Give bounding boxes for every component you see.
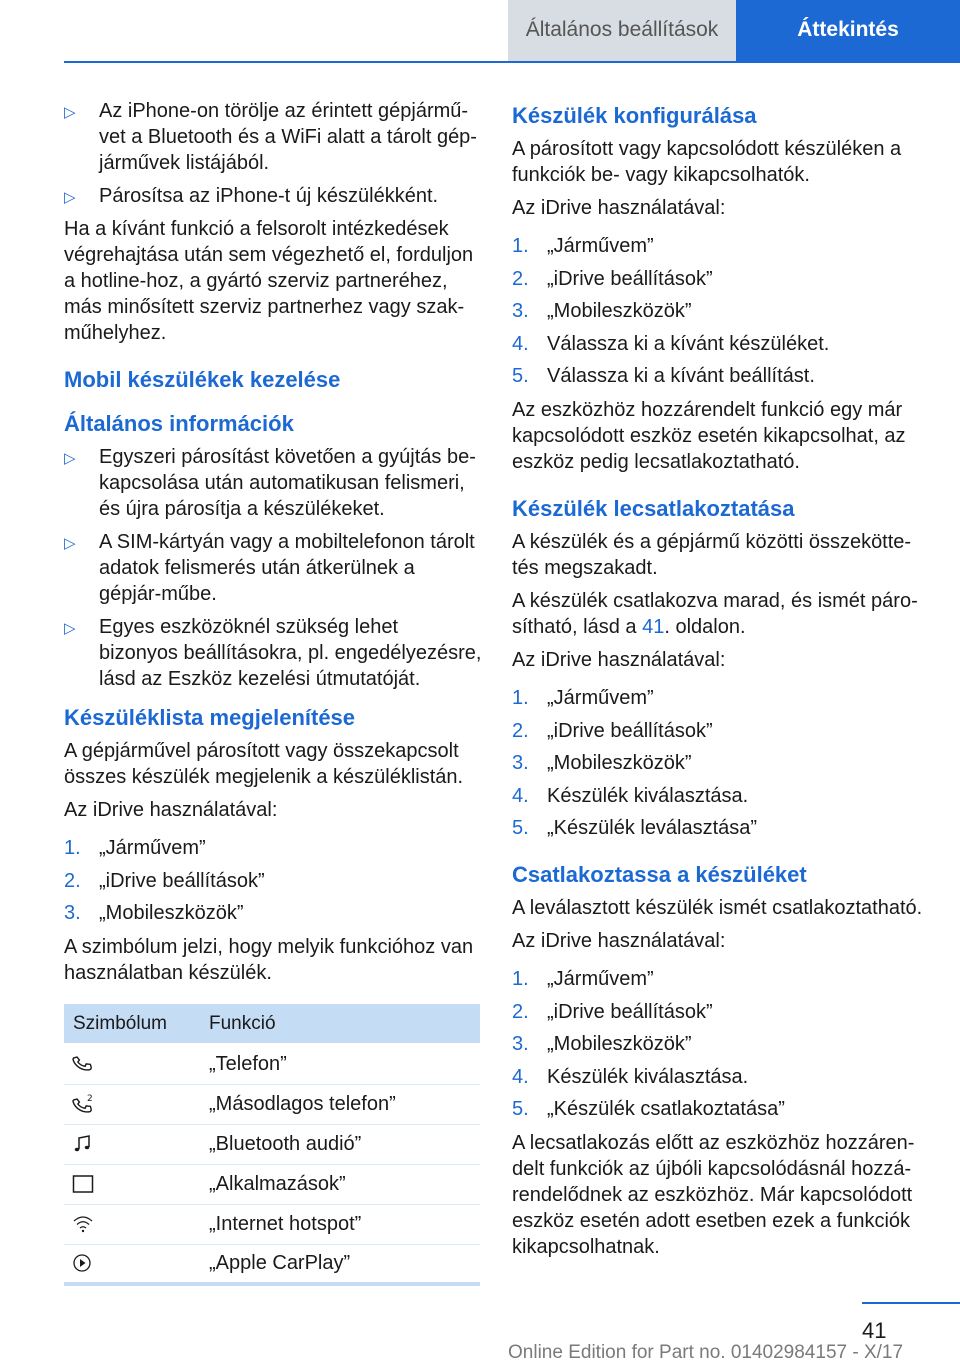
paragraph-final: A lecsatlakozás előtt az eszközhöz hozzáren-delt funkciók az újbóli kapcsolódásnál hozzá-rendelődnek az eszközhöz. Már kapcsolódott eszköz esetén adott esetben ezek a funkciók kikapcsolhatnak.: [512, 1132, 915, 1258]
page-reference-link[interactable]: 41: [642, 616, 665, 638]
list-item: 3. „Mobileszközök”: [512, 300, 692, 322]
steps-connect: [512, 966, 932, 1122]
list-item: ▷ Egyes eszközöknél szükség lehet bizonyos beállításokra, pl. engedélyezésre, lásd az Eszköz kezelési útmutatóját.: [64, 616, 482, 690]
function-label: „Telefon”: [209, 1044, 480, 1084]
paragraph-disconnect-2: A készülék csatlakozva marad, és ismét páro-sítható, lásd a 41. oldalon.: [512, 590, 918, 638]
list-item: 5. „Készülék leválasztása”: [512, 817, 758, 839]
list-item: 5. „Készülék csatlakoztatása”: [512, 1098, 785, 1120]
heading-mobile-devices: Mobil készülékek kezelése: [64, 367, 341, 392]
idrive-label: Az iDrive használatával:: [512, 930, 726, 952]
heading-disconnect-device: Készülék lecsatlakoztatása: [512, 496, 795, 521]
list-item: ▷ Egyszeri párosítást követően a gyújtás be-kapcsolása után automatikusan felismeri, és újra párosítja a készülékeket.: [64, 446, 476, 520]
footer-edition: Online Edition for Part no. 01402984157 - X/17: [508, 1342, 904, 1362]
list-item: 4. Válassza ki a kívánt készüléket.: [512, 332, 830, 355]
symbol-table: [64, 1004, 480, 1286]
bullet-list-top: [64, 98, 482, 209]
list-item: 2. „iDrive beállítások”: [64, 869, 265, 892]
page-number: 41: [862, 1318, 887, 1343]
steps-device-list: [64, 835, 482, 926]
paragraph-device-list: A gépjárművel párosított vagy összekapcsolt összes készülék megjelenik a készüléklistán.: [64, 740, 464, 788]
table-row: [64, 1124, 480, 1164]
idrive-label: Az iDrive használatával:: [64, 799, 278, 821]
idrive-label: Az iDrive használatával:: [512, 197, 726, 219]
paragraph-disconnect-1: A készülék és a gépjármű közötti összekötte-tés megszakadt.: [512, 531, 912, 579]
triangle-bullet-icon: ▷: [64, 535, 76, 552]
list-item: ▷ Párosítsa az iPhone-t új készülékként.: [64, 183, 482, 209]
list-item: 2. „iDrive beállítások”: [512, 267, 713, 290]
music-note-icon: [72, 1134, 92, 1154]
paragraph-after-configure: Az eszközhöz hozzárendelt funkció egy már kapcsolódott eszköz esetén kikapcsolhat, az eszköz pedig lecsatlakoztatható.: [512, 399, 906, 473]
steps-disconnect: [512, 685, 932, 841]
footer-divider: [862, 1302, 960, 1304]
paragraph-hotline: Ha a kívánt funkció a felsorolt intézkedések végrehajtása után sem végezhető el, forduljon a hotline-hoz, a gyártó szerviz partneréhez, más minősített szerviz partnerhez vagy szak-műhelyhez.: [64, 218, 474, 344]
list-item: ▷ A SIM-kártyán vagy a mobiltelefonon tárolt adatok felismerés után átkerülnek a gépjár-műbe.: [64, 531, 475, 605]
heading-general-info: Általános információk: [64, 411, 294, 436]
column-header-function: Funkció: [209, 1004, 480, 1044]
header-chapter-tab: Áttekintés: [736, 0, 960, 62]
triangle-bullet-icon: ▷: [64, 450, 76, 467]
function-label: „Alkalmazások”: [209, 1164, 480, 1204]
svg-text:2: 2: [87, 1094, 93, 1104]
secondary-phone-icon: [72, 1093, 94, 1115]
function-label: „Apple CarPlay”: [209, 1244, 480, 1284]
table-row: [64, 1204, 480, 1244]
list-item: 2. „iDrive beállítások”: [512, 1000, 713, 1023]
list-item: 5. Válassza ki a kívánt beállítást.: [512, 365, 815, 387]
triangle-bullet-icon: ▷: [64, 620, 76, 637]
paragraph-connect: A leválasztott készülék ismét csatlakoztatható.: [512, 897, 923, 919]
list-item: 3. „Mobileszközök”: [64, 902, 244, 924]
function-label: „Bluetooth audió”: [209, 1124, 480, 1164]
phone-icon: [72, 1054, 92, 1074]
table-row: [64, 1164, 480, 1204]
table-row: [64, 1084, 480, 1124]
list-item: 1. „Járművem”: [64, 837, 206, 859]
table-header-row: [64, 1004, 480, 1044]
triangle-bullet-icon: ▷: [64, 104, 76, 121]
list-item: 3. „Mobileszközök”: [512, 752, 692, 774]
list-item: 2. „iDrive beállítások”: [512, 719, 713, 742]
header-divider: [64, 61, 960, 63]
steps-configure: [512, 233, 932, 389]
list-item: 1. „Járművem”: [512, 235, 654, 257]
list-item: 4. Készülék kiválasztása.: [512, 1065, 749, 1088]
list-item: 1. „Járművem”: [512, 687, 654, 709]
right-column: [512, 98, 932, 1267]
left-column: [64, 98, 482, 1286]
idrive-label: Az iDrive használatával:: [512, 649, 726, 671]
table-row: [64, 1044, 480, 1084]
function-label: „Internet hotspot”: [209, 1204, 480, 1244]
heading-device-list: Készüléklista megjelenítése: [64, 705, 356, 730]
list-item: 4. Készülék kiválasztása.: [512, 784, 749, 807]
list-item: 3. „Mobileszközök”: [512, 1033, 692, 1055]
list-item: ▷ Az iPhone-on törölje az érintett gépjármű-vet a Bluetooth és a WiFi alatt a tárolt gép-járművek listájából.: [64, 100, 477, 174]
heading-configure-device: Készülék konfigurálása: [512, 103, 757, 128]
function-label: „Másodlagos telefon”: [209, 1084, 480, 1124]
header-section-tab: Általános beállítások: [508, 0, 736, 62]
paragraph-configure: A párosított vagy kapcsolódott készüléken a funkciók be- vagy kikapcsolhatók.: [512, 138, 902, 186]
apps-square-icon: [72, 1174, 94, 1194]
carplay-icon: [72, 1253, 92, 1273]
column-header-symbol: Szimbólum: [64, 1004, 209, 1044]
wifi-hotspot-icon: [72, 1214, 94, 1234]
heading-connect-device: Csatlakoztassa a készüléket: [512, 862, 807, 887]
triangle-bullet-icon: ▷: [64, 189, 76, 206]
table-row: [64, 1244, 480, 1284]
paragraph-symbol: A szimbólum jelzi, hogy melyik funkcióhoz van használatban készülék.: [64, 936, 474, 984]
bullet-list-general: [64, 444, 482, 692]
list-item: 1. „Járművem”: [512, 968, 654, 990]
